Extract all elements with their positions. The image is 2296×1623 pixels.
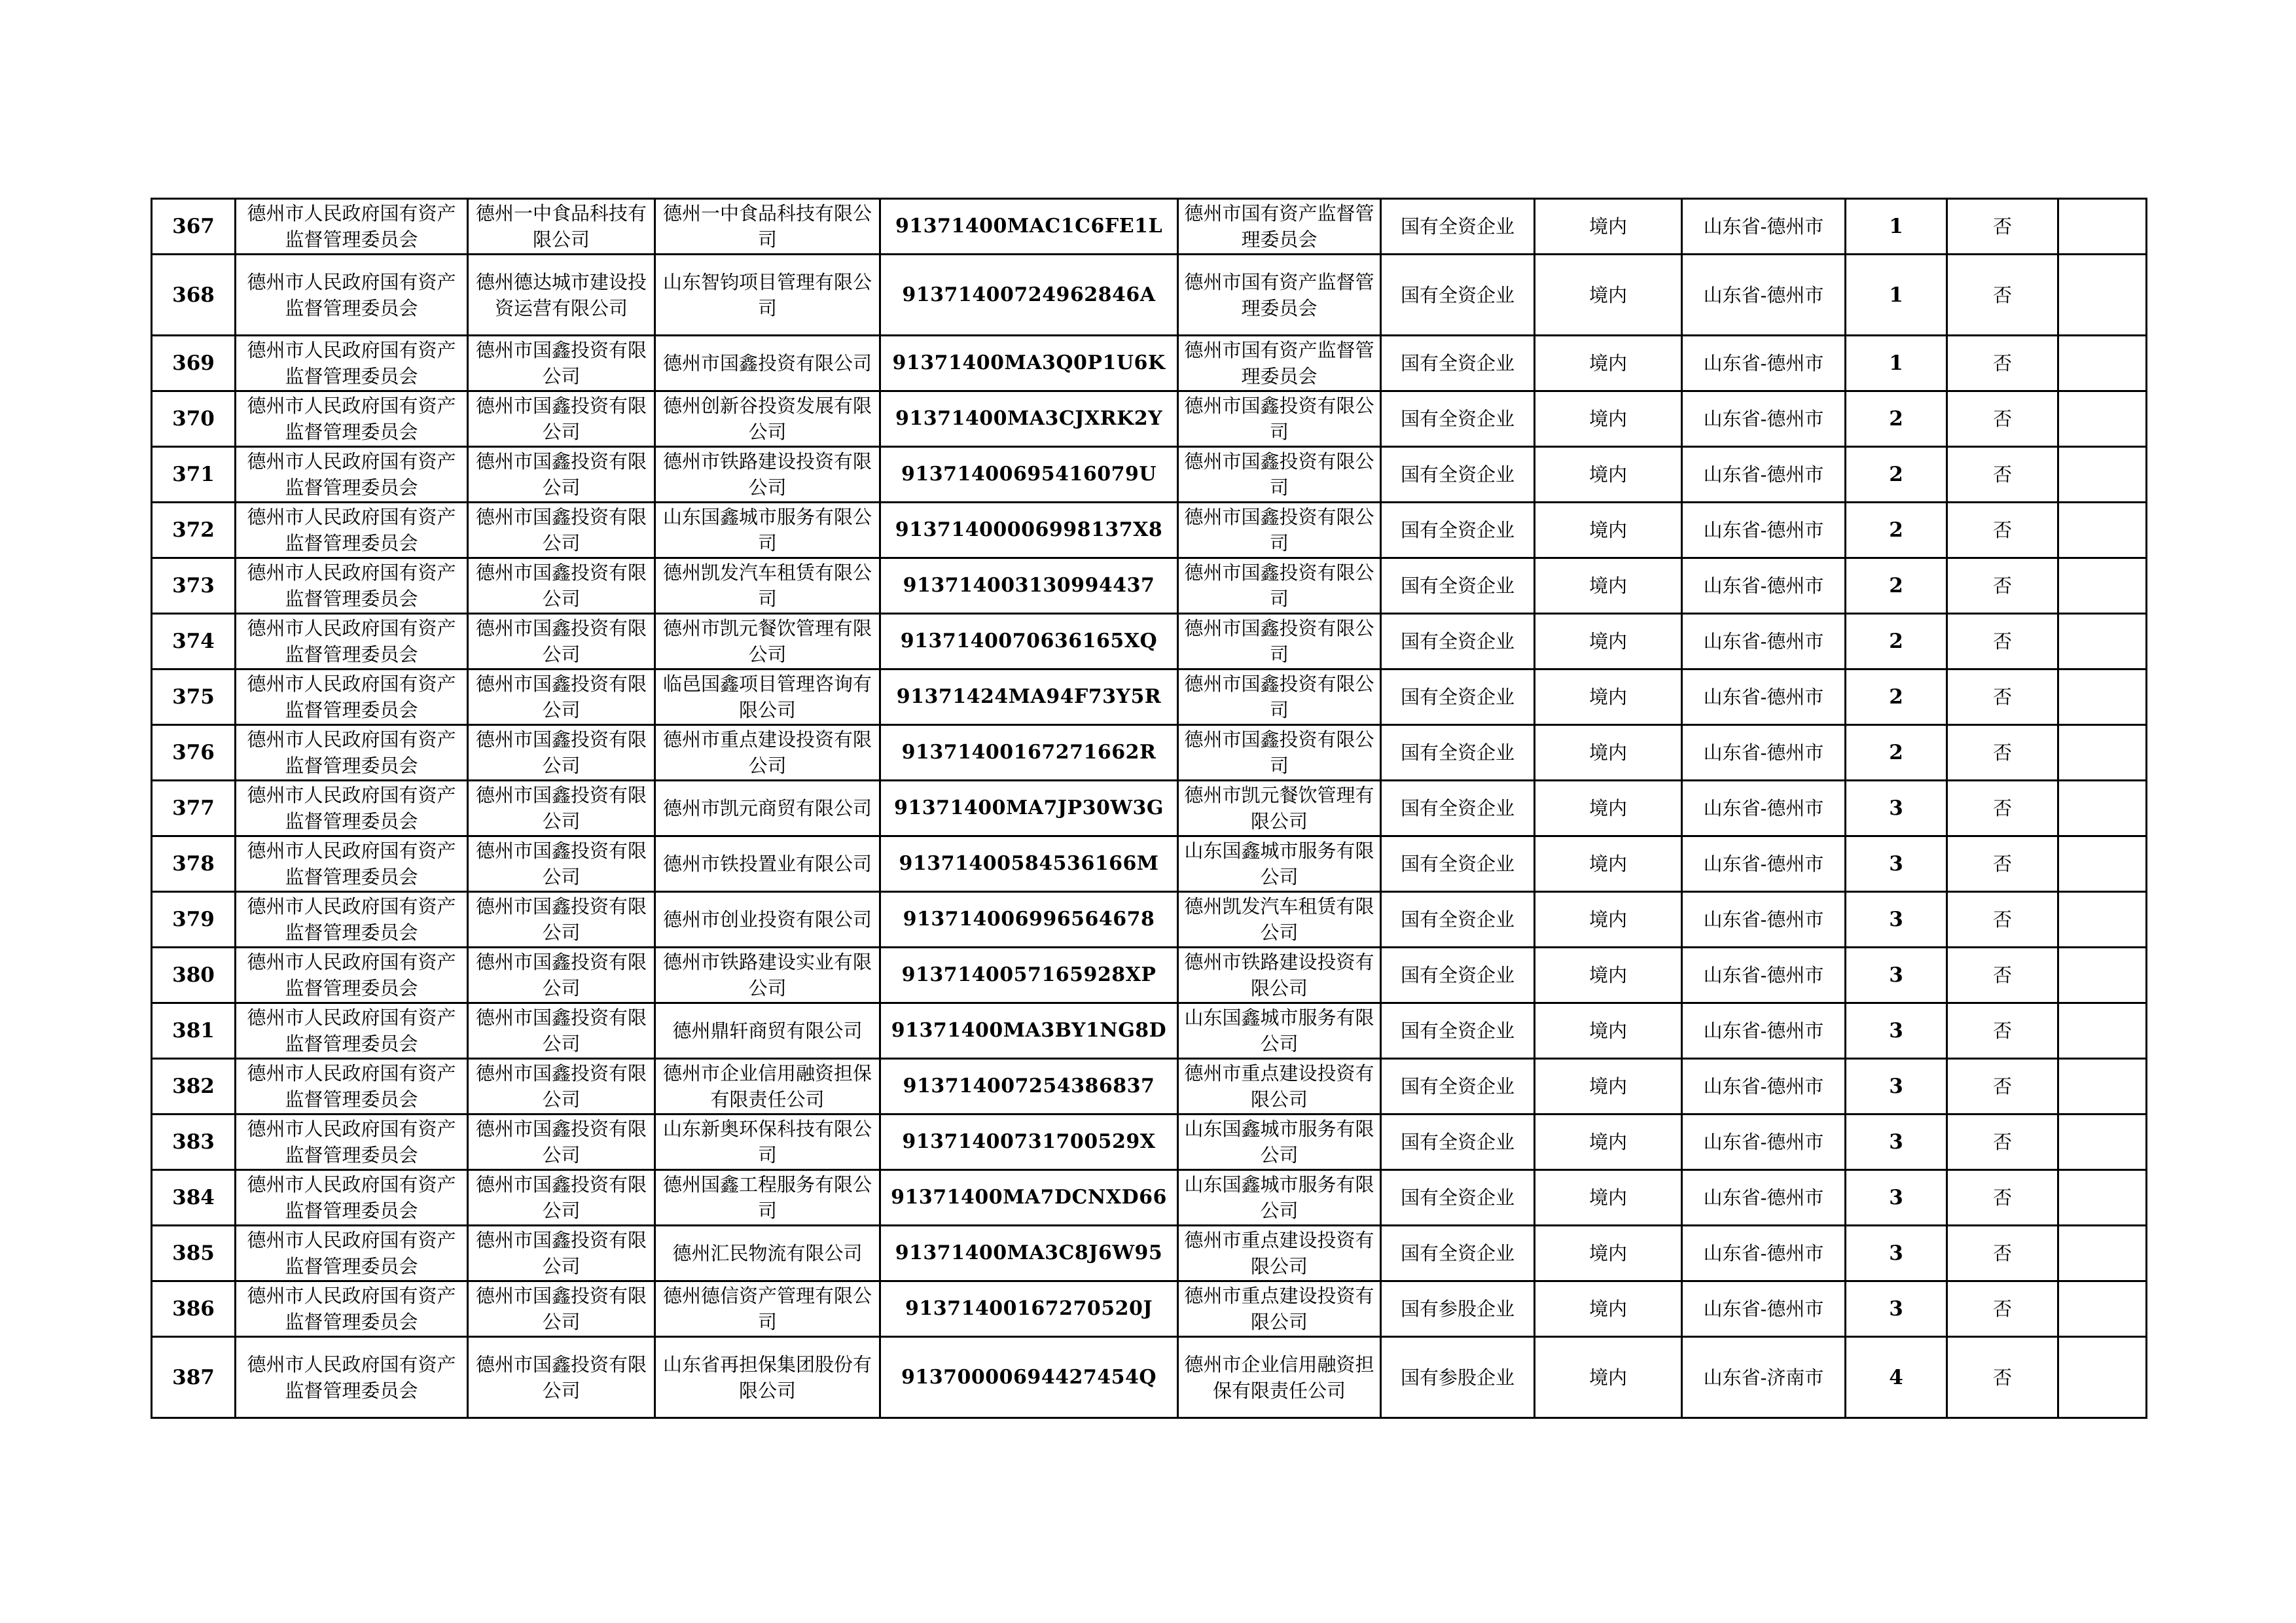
row-number-cell: 368 (152, 255, 236, 336)
credit-code-cell: 91371400MA3C8J6W95 (880, 1226, 1178, 1281)
level-cell: 3 (1846, 1170, 1947, 1226)
company-name-cell: 德州汇民物流有限公司 (655, 1226, 880, 1281)
enterprise-type-cell: 国有全资企业 (1381, 1170, 1535, 1226)
parent-company-cell: 德州市国鑫投资有限公司 (468, 1003, 655, 1059)
table-row (152, 255, 2147, 336)
note-cell (2058, 447, 2147, 503)
flag-cell: 否 (1947, 669, 2058, 725)
parent-company-cell: 德州市国鑫投资有限公司 (468, 503, 655, 558)
level-cell: 2 (1846, 614, 1947, 669)
level-cell: 3 (1846, 948, 1947, 1003)
row-number-cell: 383 (152, 1115, 236, 1170)
shareholder-cell: 山东国鑫城市服务有限公司 (1178, 836, 1381, 892)
shareholder-cell: 德州市铁路建设投资有限公司 (1178, 948, 1381, 1003)
level-cell: 1 (1846, 336, 1947, 391)
parent-company-cell: 德州市国鑫投资有限公司 (468, 781, 655, 836)
flag-cell: 否 (1947, 1226, 2058, 1281)
note-cell (2058, 336, 2147, 391)
enterprise-type-cell: 国有全资企业 (1381, 614, 1535, 669)
row-number-cell: 372 (152, 503, 236, 558)
enterprise-type-cell: 国有全资企业 (1381, 1226, 1535, 1281)
parent-company-cell: 德州市国鑫投资有限公司 (468, 1115, 655, 1170)
table-row (152, 1226, 2147, 1281)
enterprise-type-cell: 国有全资企业 (1381, 391, 1535, 447)
note-cell (2058, 503, 2147, 558)
flag-cell: 否 (1947, 558, 2058, 614)
flag-cell: 否 (1947, 255, 2058, 336)
table-row (152, 336, 2147, 391)
note-cell (2058, 1281, 2147, 1337)
shareholder-cell: 德州市国鑫投资有限公司 (1178, 725, 1381, 781)
level-cell: 3 (1846, 781, 1947, 836)
shareholder-cell: 德州市企业信用融资担保有限责任公司 (1178, 1337, 1381, 1418)
row-number-cell: 375 (152, 669, 236, 725)
credit-code-cell: 91371400167270520J (880, 1281, 1178, 1337)
table-row (152, 199, 2147, 255)
registry-body (152, 199, 2147, 1418)
location-cell: 山东省-德州市 (1682, 1115, 1846, 1170)
shareholder-cell: 德州市重点建设投资有限公司 (1178, 1059, 1381, 1115)
parent-company-cell: 德州市国鑫投资有限公司 (468, 558, 655, 614)
region-cell: 境内 (1535, 948, 1682, 1003)
row-number-cell: 376 (152, 725, 236, 781)
supervisor-cell: 德州市人民政府国有资产监督管理委员会 (236, 1226, 468, 1281)
company-name-cell: 德州市凯元商贸有限公司 (655, 781, 880, 836)
row-number-cell: 381 (152, 1003, 236, 1059)
supervisor-cell: 德州市人民政府国有资产监督管理委员会 (236, 1059, 468, 1115)
note-cell (2058, 1003, 2147, 1059)
shareholder-cell: 山东国鑫城市服务有限公司 (1178, 1003, 1381, 1059)
location-cell: 山东省-济南市 (1682, 1337, 1846, 1418)
enterprise-type-cell: 国有全资企业 (1381, 199, 1535, 255)
note-cell (2058, 1337, 2147, 1418)
note-cell (2058, 948, 2147, 1003)
credit-code-cell: 91371400MA3BY1NG8D (880, 1003, 1178, 1059)
level-cell: 3 (1846, 1115, 1947, 1170)
shareholder-cell: 德州市国有资产监督管理委员会 (1178, 199, 1381, 255)
location-cell: 山东省-德州市 (1682, 255, 1846, 336)
flag-cell: 否 (1947, 781, 2058, 836)
location-cell: 山东省-德州市 (1682, 1281, 1846, 1337)
supervisor-cell: 德州市人民政府国有资产监督管理委员会 (236, 781, 468, 836)
shareholder-cell: 山东国鑫城市服务有限公司 (1178, 1170, 1381, 1226)
note-cell (2058, 1115, 2147, 1170)
company-name-cell: 山东省再担保集团股份有限公司 (655, 1337, 880, 1418)
company-name-cell: 德州德信资产管理有限公司 (655, 1281, 880, 1337)
credit-code-cell: 91371400MAC1C6FE1L (880, 199, 1178, 255)
note-cell (2058, 725, 2147, 781)
row-number-cell: 369 (152, 336, 236, 391)
company-name-cell: 德州市创业投资有限公司 (655, 892, 880, 948)
supervisor-cell: 德州市人民政府国有资产监督管理委员会 (236, 1115, 468, 1170)
flag-cell: 否 (1947, 447, 2058, 503)
note-cell (2058, 255, 2147, 336)
row-number-cell: 387 (152, 1337, 236, 1418)
level-cell: 3 (1846, 1059, 1947, 1115)
credit-code-cell: 913714006996564678 (880, 892, 1178, 948)
supervisor-cell: 德州市人民政府国有资产监督管理委员会 (236, 725, 468, 781)
flag-cell: 否 (1947, 391, 2058, 447)
table-row (152, 669, 2147, 725)
table-row (152, 1281, 2147, 1337)
company-name-cell: 德州市铁路建设实业有限公司 (655, 948, 880, 1003)
region-cell: 境内 (1535, 1170, 1682, 1226)
shareholder-cell: 德州市国有资产监督管理委员会 (1178, 336, 1381, 391)
region-cell: 境内 (1535, 503, 1682, 558)
enterprise-type-cell: 国有全资企业 (1381, 1059, 1535, 1115)
flag-cell: 否 (1947, 1281, 2058, 1337)
parent-company-cell: 德州一中食品科技有限公司 (468, 199, 655, 255)
company-name-cell: 德州凯发汽车租赁有限公司 (655, 558, 880, 614)
company-name-cell: 德州市重点建设投资有限公司 (655, 725, 880, 781)
location-cell: 山东省-德州市 (1682, 1170, 1846, 1226)
table-row (152, 503, 2147, 558)
level-cell: 2 (1846, 558, 1947, 614)
flag-cell: 否 (1947, 948, 2058, 1003)
region-cell: 境内 (1535, 199, 1682, 255)
parent-company-cell: 德州市国鑫投资有限公司 (468, 669, 655, 725)
enterprise-type-cell: 国有全资企业 (1381, 503, 1535, 558)
region-cell: 境内 (1535, 1281, 1682, 1337)
level-cell: 2 (1846, 669, 1947, 725)
enterprise-type-cell: 国有全资企业 (1381, 1003, 1535, 1059)
supervisor-cell: 德州市人民政府国有资产监督管理委员会 (236, 1337, 468, 1418)
enterprise-type-cell: 国有全资企业 (1381, 836, 1535, 892)
flag-cell: 否 (1947, 614, 2058, 669)
shareholder-cell: 德州市国鑫投资有限公司 (1178, 447, 1381, 503)
location-cell: 山东省-德州市 (1682, 725, 1846, 781)
supervisor-cell: 德州市人民政府国有资产监督管理委员会 (236, 1003, 468, 1059)
note-cell (2058, 1170, 2147, 1226)
level-cell: 3 (1846, 836, 1947, 892)
region-cell: 境内 (1535, 614, 1682, 669)
parent-company-cell: 德州市国鑫投资有限公司 (468, 1281, 655, 1337)
row-number-cell: 373 (152, 558, 236, 614)
row-number-cell: 374 (152, 614, 236, 669)
enterprise-type-cell: 国有全资企业 (1381, 892, 1535, 948)
level-cell: 2 (1846, 447, 1947, 503)
location-cell: 山东省-德州市 (1682, 503, 1846, 558)
company-name-cell: 德州市企业信用融资担保有限责任公司 (655, 1059, 880, 1115)
region-cell: 境内 (1535, 781, 1682, 836)
shareholder-cell: 德州市国鑫投资有限公司 (1178, 614, 1381, 669)
supervisor-cell: 德州市人民政府国有资产监督管理委员会 (236, 558, 468, 614)
level-cell: 3 (1846, 1226, 1947, 1281)
table-row (152, 558, 2147, 614)
parent-company-cell: 德州市国鑫投资有限公司 (468, 614, 655, 669)
company-name-cell: 山东智钧项目管理有限公司 (655, 255, 880, 336)
location-cell: 山东省-德州市 (1682, 836, 1846, 892)
company-name-cell: 山东国鑫城市服务有限公司 (655, 503, 880, 558)
credit-code-cell: 91371400MA3Q0P1U6K (880, 336, 1178, 391)
shareholder-cell: 德州市国鑫投资有限公司 (1178, 669, 1381, 725)
table-row (152, 1337, 2147, 1418)
region-cell: 境内 (1535, 836, 1682, 892)
parent-company-cell: 德州市国鑫投资有限公司 (468, 391, 655, 447)
location-cell: 山东省-德州市 (1682, 391, 1846, 447)
credit-code-cell: 9137140070636165XQ (880, 614, 1178, 669)
enterprise-type-cell: 国有全资企业 (1381, 1115, 1535, 1170)
shareholder-cell: 德州市国鑫投资有限公司 (1178, 503, 1381, 558)
credit-code-cell: 91371400695416079U (880, 447, 1178, 503)
flag-cell: 否 (1947, 199, 2058, 255)
location-cell: 山东省-德州市 (1682, 669, 1846, 725)
credit-code-cell: 91371400MA3CJXRK2Y (880, 391, 1178, 447)
enterprise-type-cell: 国有全资企业 (1381, 725, 1535, 781)
flag-cell: 否 (1947, 892, 2058, 948)
supervisor-cell: 德州市人民政府国有资产监督管理委员会 (236, 1170, 468, 1226)
parent-company-cell: 德州市国鑫投资有限公司 (468, 336, 655, 391)
location-cell: 山东省-德州市 (1682, 614, 1846, 669)
flag-cell: 否 (1947, 1337, 2058, 1418)
region-cell: 境内 (1535, 669, 1682, 725)
supervisor-cell: 德州市人民政府国有资产监督管理委员会 (236, 447, 468, 503)
credit-code-cell: 91371424MA94F73Y5R (880, 669, 1178, 725)
location-cell: 山东省-德州市 (1682, 1226, 1846, 1281)
flag-cell: 否 (1947, 836, 2058, 892)
shareholder-cell: 德州市重点建设投资有限公司 (1178, 1281, 1381, 1337)
company-name-cell: 德州市国鑫投资有限公司 (655, 336, 880, 391)
location-cell: 山东省-德州市 (1682, 781, 1846, 836)
parent-company-cell: 德州市国鑫投资有限公司 (468, 948, 655, 1003)
company-name-cell: 德州市铁路建设投资有限公司 (655, 447, 880, 503)
region-cell: 境内 (1535, 1003, 1682, 1059)
company-name-cell: 山东新奥环保科技有限公司 (655, 1115, 880, 1170)
shareholder-cell: 德州凯发汽车租赁有限公司 (1178, 892, 1381, 948)
credit-code-cell: 913714007254386837 (880, 1059, 1178, 1115)
supervisor-cell: 德州市人民政府国有资产监督管理委员会 (236, 1281, 468, 1337)
credit-code-cell: 91371400006998137X8 (880, 503, 1178, 558)
region-cell: 境内 (1535, 1226, 1682, 1281)
location-cell: 山东省-德州市 (1682, 1059, 1846, 1115)
supervisor-cell: 德州市人民政府国有资产监督管理委员会 (236, 892, 468, 948)
level-cell: 4 (1846, 1337, 1947, 1418)
table-row (152, 447, 2147, 503)
flag-cell: 否 (1947, 725, 2058, 781)
shareholder-cell: 德州市国鑫投资有限公司 (1178, 391, 1381, 447)
supervisor-cell: 德州市人民政府国有资产监督管理委员会 (236, 255, 468, 336)
parent-company-cell: 德州市国鑫投资有限公司 (468, 1170, 655, 1226)
table-row (152, 1115, 2147, 1170)
flag-cell: 否 (1947, 1115, 2058, 1170)
company-name-cell: 德州市铁投置业有限公司 (655, 836, 880, 892)
parent-company-cell: 德州市国鑫投资有限公司 (468, 1059, 655, 1115)
credit-code-cell: 91371400724962846A (880, 255, 1178, 336)
region-cell: 境内 (1535, 725, 1682, 781)
supervisor-cell: 德州市人民政府国有资产监督管理委员会 (236, 336, 468, 391)
note-cell (2058, 836, 2147, 892)
location-cell: 山东省-德州市 (1682, 558, 1846, 614)
note-cell (2058, 614, 2147, 669)
parent-company-cell: 德州市国鑫投资有限公司 (468, 892, 655, 948)
enterprise-type-cell: 国有全资企业 (1381, 558, 1535, 614)
supervisor-cell: 德州市人民政府国有资产监督管理委员会 (236, 836, 468, 892)
table-row (152, 1059, 2147, 1115)
level-cell: 2 (1846, 725, 1947, 781)
note-cell (2058, 1059, 2147, 1115)
row-number-cell: 386 (152, 1281, 236, 1337)
credit-code-cell: 9137140057165928XP (880, 948, 1178, 1003)
credit-code-cell: 91371400MA7JP30W3G (880, 781, 1178, 836)
shareholder-cell: 德州市国有资产监督管理委员会 (1178, 255, 1381, 336)
parent-company-cell: 德州市国鑫投资有限公司 (468, 836, 655, 892)
supervisor-cell: 德州市人民政府国有资产监督管理委员会 (236, 614, 468, 669)
flag-cell: 否 (1947, 503, 2058, 558)
enterprise-type-cell: 国有全资企业 (1381, 336, 1535, 391)
table-row (152, 614, 2147, 669)
row-number-cell: 377 (152, 781, 236, 836)
row-number-cell: 385 (152, 1226, 236, 1281)
company-name-cell: 德州创新谷投资发展有限公司 (655, 391, 880, 447)
shareholder-cell: 德州市重点建设投资有限公司 (1178, 1226, 1381, 1281)
row-number-cell: 367 (152, 199, 236, 255)
table-row (152, 725, 2147, 781)
parent-company-cell: 德州德达城市建设投资运营有限公司 (468, 255, 655, 336)
row-number-cell: 380 (152, 948, 236, 1003)
shareholder-cell: 山东国鑫城市服务有限公司 (1178, 1115, 1381, 1170)
region-cell: 境内 (1535, 336, 1682, 391)
enterprise-type-cell: 国有全资企业 (1381, 948, 1535, 1003)
row-number-cell: 379 (152, 892, 236, 948)
supervisor-cell: 德州市人民政府国有资产监督管理委员会 (236, 199, 468, 255)
company-name-cell: 德州一中食品科技有限公司 (655, 199, 880, 255)
level-cell: 2 (1846, 503, 1947, 558)
credit-code-cell: 91371400167271662R (880, 725, 1178, 781)
note-cell (2058, 558, 2147, 614)
flag-cell: 否 (1947, 336, 2058, 391)
location-cell: 山东省-德州市 (1682, 1003, 1846, 1059)
row-number-cell: 378 (152, 836, 236, 892)
location-cell: 山东省-德州市 (1682, 892, 1846, 948)
company-name-cell: 德州鼎轩商贸有限公司 (655, 1003, 880, 1059)
company-name-cell: 德州国鑫工程服务有限公司 (655, 1170, 880, 1226)
credit-code-cell: 91370000694427454Q (880, 1337, 1178, 1418)
enterprise-type-cell: 国有全资企业 (1381, 669, 1535, 725)
row-number-cell: 384 (152, 1170, 236, 1226)
parent-company-cell: 德州市国鑫投资有限公司 (468, 725, 655, 781)
location-cell: 山东省-德州市 (1682, 199, 1846, 255)
table-row (152, 1003, 2147, 1059)
flag-cell: 否 (1947, 1059, 2058, 1115)
region-cell: 境内 (1535, 1059, 1682, 1115)
supervisor-cell: 德州市人民政府国有资产监督管理委员会 (236, 391, 468, 447)
enterprise-type-cell: 国有全资企业 (1381, 781, 1535, 836)
level-cell: 3 (1846, 1281, 1947, 1337)
table-row (152, 948, 2147, 1003)
enterprise-registry-table (151, 198, 2147, 1419)
level-cell: 3 (1846, 1003, 1947, 1059)
level-cell: 1 (1846, 199, 1947, 255)
company-name-cell: 德州市凯元餐饮管理有限公司 (655, 614, 880, 669)
region-cell: 境内 (1535, 1115, 1682, 1170)
row-number-cell: 371 (152, 447, 236, 503)
row-number-cell: 370 (152, 391, 236, 447)
note-cell (2058, 391, 2147, 447)
table-row (152, 391, 2147, 447)
credit-code-cell: 913714003130994437 (880, 558, 1178, 614)
enterprise-type-cell: 国有参股企业 (1381, 1337, 1535, 1418)
enterprise-type-cell: 国有全资企业 (1381, 447, 1535, 503)
supervisor-cell: 德州市人民政府国有资产监督管理委员会 (236, 948, 468, 1003)
level-cell: 2 (1846, 391, 1947, 447)
table-row (152, 1170, 2147, 1226)
region-cell: 境内 (1535, 255, 1682, 336)
shareholder-cell: 德州市国鑫投资有限公司 (1178, 558, 1381, 614)
credit-code-cell: 91371400MA7DCNXD66 (880, 1170, 1178, 1226)
location-cell: 山东省-德州市 (1682, 447, 1846, 503)
table-row (152, 836, 2147, 892)
note-cell (2058, 199, 2147, 255)
flag-cell: 否 (1947, 1003, 2058, 1059)
note-cell (2058, 1226, 2147, 1281)
table-row (152, 781, 2147, 836)
supervisor-cell: 德州市人民政府国有资产监督管理委员会 (236, 503, 468, 558)
parent-company-cell: 德州市国鑫投资有限公司 (468, 1337, 655, 1418)
shareholder-cell: 德州市凯元餐饮管理有限公司 (1178, 781, 1381, 836)
level-cell: 1 (1846, 255, 1947, 336)
region-cell: 境内 (1535, 892, 1682, 948)
note-cell (2058, 781, 2147, 836)
flag-cell: 否 (1947, 1170, 2058, 1226)
region-cell: 境内 (1535, 1337, 1682, 1418)
company-name-cell: 临邑国鑫项目管理咨询有限公司 (655, 669, 880, 725)
region-cell: 境内 (1535, 558, 1682, 614)
note-cell (2058, 892, 2147, 948)
location-cell: 山东省-德州市 (1682, 336, 1846, 391)
enterprise-type-cell: 国有全资企业 (1381, 255, 1535, 336)
level-cell: 3 (1846, 892, 1947, 948)
note-cell (2058, 669, 2147, 725)
region-cell: 境内 (1535, 447, 1682, 503)
row-number-cell: 382 (152, 1059, 236, 1115)
region-cell: 境内 (1535, 391, 1682, 447)
credit-code-cell: 9137140073170052​9X (880, 1115, 1178, 1170)
credit-code-cell: 91371400584536166M (880, 836, 1178, 892)
enterprise-type-cell: 国有参股企业 (1381, 1281, 1535, 1337)
supervisor-cell: 德州市人民政府国有资产监督管理委员会 (236, 669, 468, 725)
parent-company-cell: 德州市国鑫投资有限公司 (468, 447, 655, 503)
location-cell: 山东省-德州市 (1682, 948, 1846, 1003)
table-row (152, 892, 2147, 948)
parent-company-cell: 德州市国鑫投资有限公司 (468, 1226, 655, 1281)
